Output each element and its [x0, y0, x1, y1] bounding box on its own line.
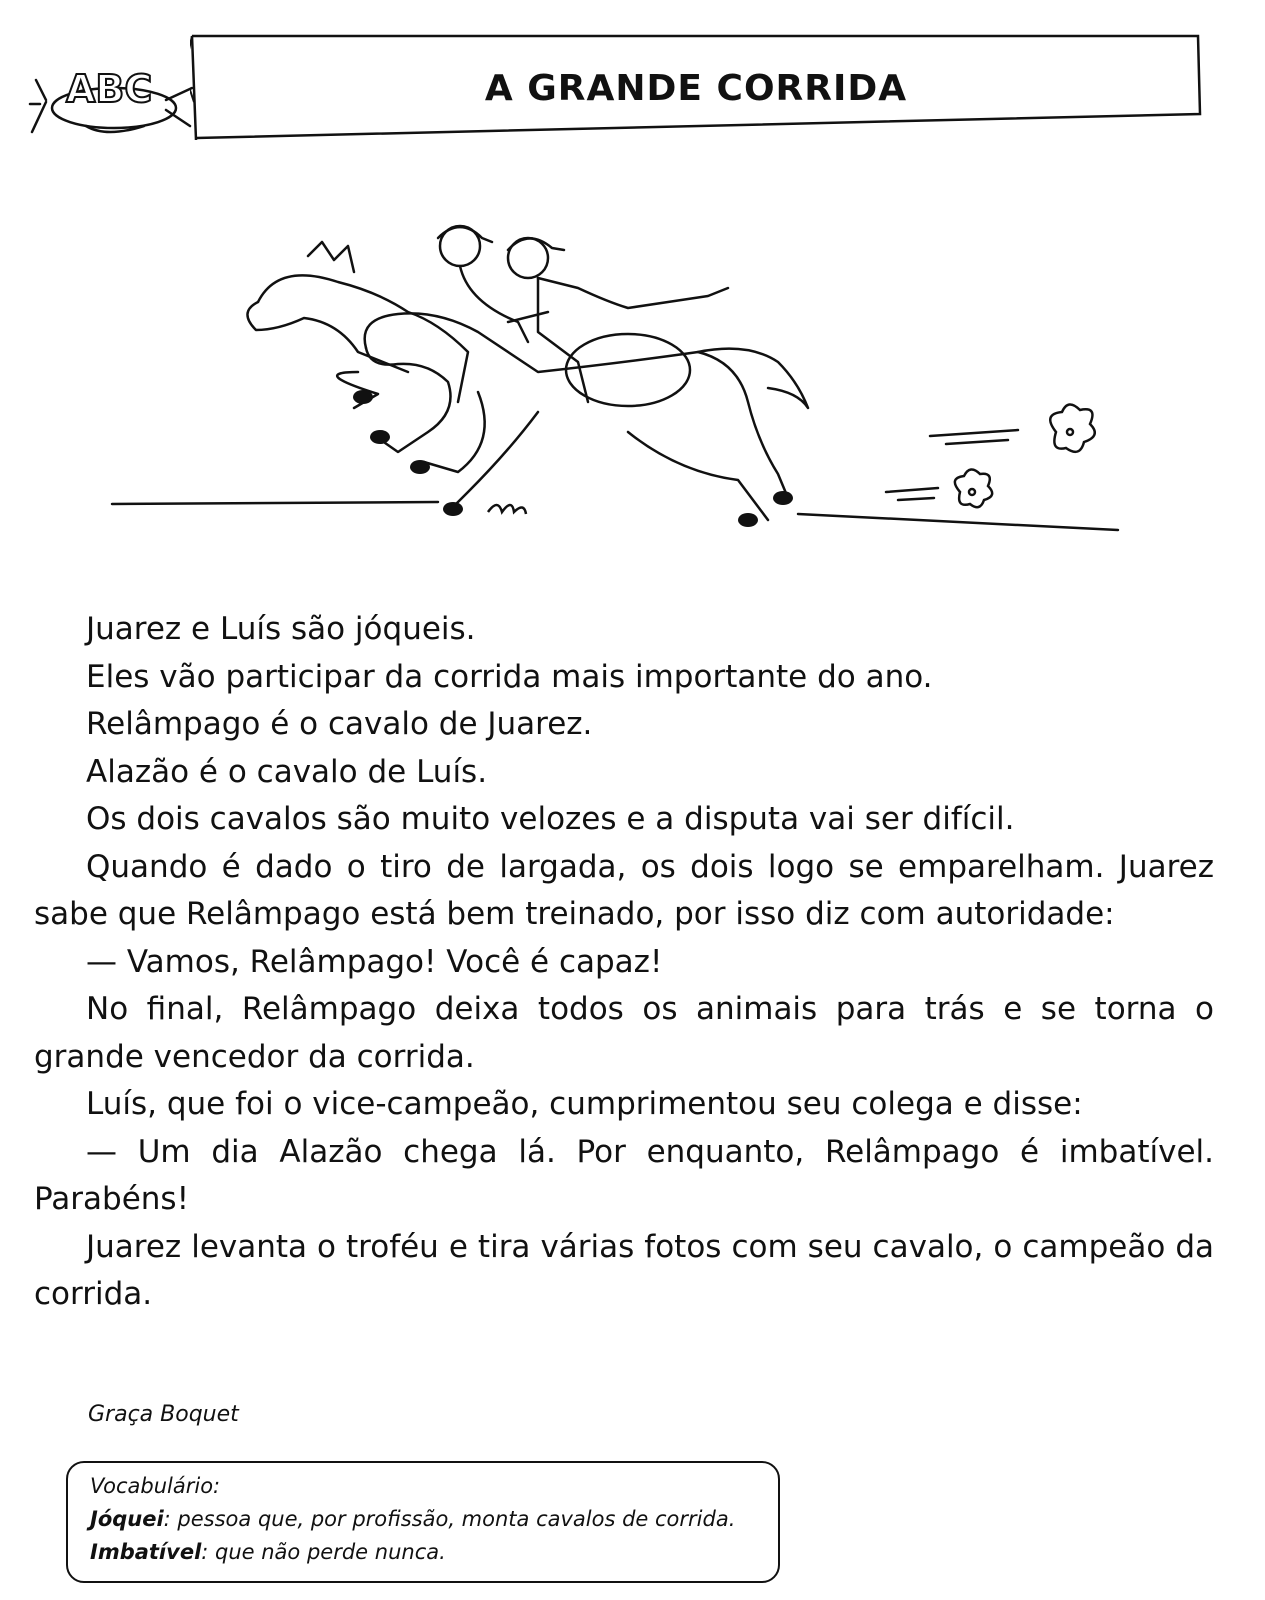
story-dialogue: — Vamos, Relâmpago! Você é capaz!: [86, 943, 663, 980]
story-text: [34, 606, 1214, 1319]
ground-line-left: [112, 502, 438, 504]
hoof-5: [738, 513, 758, 527]
hoof-2: [370, 430, 390, 444]
story-paragraph: Eles vão participar da corrida mais importante do ano.: [86, 658, 933, 695]
story-paragraph: Relâmpago é o cavalo de Juarez.: [86, 706, 593, 742]
story-paragraph: Alazão é o cavalo de Luís.: [86, 753, 488, 790]
author-credit: Graça Boquet: [88, 1402, 239, 1427]
hoof-3: [410, 460, 430, 474]
story-paragraph: Juarez e Luís são jóqueis.: [86, 611, 476, 647]
hoof-6: [773, 491, 793, 505]
page-title: A GRANDE CORRIDA: [484, 68, 908, 109]
vocabulary-term: Imbatível: [90, 1540, 202, 1564]
ground-line-right: [798, 514, 1118, 530]
hoof-4: [443, 502, 463, 516]
vocabulary-box: [66, 1461, 780, 1583]
story-paragraph: Quando é dado o tiro de largada, os dois logo se emparelham. Juarez sabe que Relâmpago está bem treinado, por isso diz com autoridade:: [34, 848, 1214, 932]
horse-race-illustration: [108, 212, 1144, 552]
hoof-1: [353, 390, 373, 404]
logo-letters: ABC: [66, 67, 153, 111]
vocabulary-entry: [90, 1534, 778, 1571]
story-paragraph: Juarez levanta o troféu e tira várias fotos com seu cavalo, o campeão da corrida.: [34, 1228, 1214, 1312]
story-paragraph: Luís, que foi o vice-campeão, cumprimentou seu colega e disse:: [86, 1086, 1083, 1122]
story-paragraph: No final, Relâmpago deixa todos os animais para trás e se torna o grande vencedor da corrida.: [34, 991, 1214, 1075]
story-dialogue: — Um dia Alazão chega lá. Por enquanto, Relâmpago é imbatível. Parabéns!: [34, 1133, 1214, 1217]
abc-airplane-logo: [26, 40, 196, 140]
vocabulary-label: Vocabulário:: [90, 1474, 221, 1498]
story-paragraph: Os dois cavalos são muito velozes e a disputa vai ser difícil.: [86, 801, 1015, 837]
vocabulary-entry: [90, 1501, 778, 1538]
vocabulary-definition: : pessoa que, por profissão, monta cavalos de corrida.: [163, 1507, 736, 1531]
vocabulary-term: Jóquei: [90, 1507, 164, 1531]
vocabulary-definition: : que não perde nunca.: [201, 1540, 446, 1564]
